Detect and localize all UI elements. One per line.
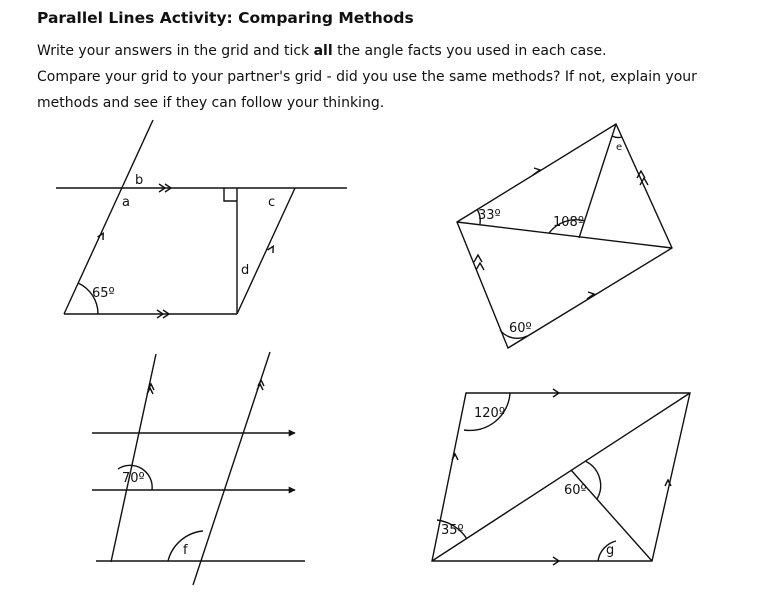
label-65: 65º (92, 286, 115, 301)
angle-arc-60-b (585, 461, 601, 499)
label-a: a (122, 195, 130, 210)
angle-arc-e (612, 136, 622, 137)
label-g: g (606, 543, 615, 558)
instruction-line-3: methods and see if they can follow your thinking. (37, 95, 385, 111)
instruction-line-2: Compare your grid to your partner's grid - did you use the same methods? If not, explain your (37, 69, 697, 85)
label-b: b (135, 173, 144, 188)
transversal-1 (111, 354, 156, 562)
left-slant (64, 120, 153, 314)
label-60: 60º (509, 321, 532, 336)
right-slant (237, 188, 295, 314)
label-f: f (183, 543, 188, 558)
parallel-arrow (147, 384, 154, 394)
worksheet-title: Parallel Lines Activity: Comparing Methods (37, 9, 414, 27)
label-108: 108º (553, 215, 584, 230)
diagram-4 (432, 389, 690, 565)
label-e: e (616, 142, 623, 153)
instruction-line-1: Write your answers in the grid and tick all the angle facts you used in each case. (37, 43, 607, 59)
label-c: c (268, 195, 276, 210)
quadrilateral (457, 124, 672, 348)
label-60-b: 60º (564, 483, 587, 498)
diagram-3 (92, 352, 305, 585)
label-35: 35º (441, 523, 464, 538)
diagonal (432, 393, 690, 561)
parallel-arrow (257, 380, 264, 390)
label-70: 70º (122, 471, 145, 486)
parallel-arrow (533, 168, 540, 175)
label-33: 33º (478, 208, 501, 223)
right-angle-mark (224, 188, 237, 201)
diagram-2 (457, 124, 672, 348)
label-120: 120º (474, 406, 505, 421)
label-d: d (241, 263, 250, 278)
emphasis-all: all (313, 43, 333, 59)
